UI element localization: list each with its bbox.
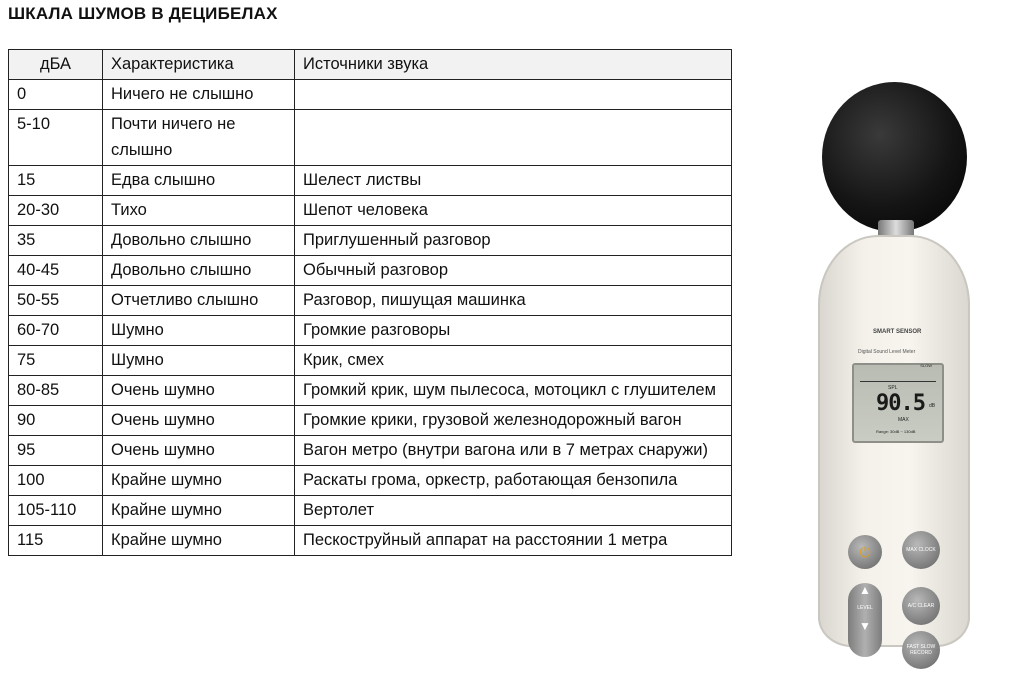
power-icon: ⏻: [859, 544, 871, 560]
cell-source: Приглушенный разговор: [295, 226, 732, 256]
cell-source: Крик, смех: [295, 346, 732, 376]
cell-db: 90: [9, 406, 103, 436]
cell-source: [295, 80, 732, 110]
arrow-up-icon: ▲: [859, 583, 871, 597]
noise-scale-table: [8, 49, 732, 556]
microphone-windscreen: [822, 82, 967, 232]
cell-source: Обычный разговор: [295, 256, 732, 286]
table-row: [9, 466, 732, 496]
cell-source: Громкие крики, грузовой железнодорожный вагон: [295, 406, 732, 436]
table-row: [9, 526, 732, 556]
table-row: [9, 110, 732, 166]
header-db: дБА: [9, 50, 103, 80]
cell-characteristic: Шумно: [103, 316, 295, 346]
table-row: [9, 80, 732, 110]
cell-source: Шепот человека: [295, 196, 732, 226]
cell-characteristic: Отчетливо слышно: [103, 286, 295, 316]
table-row: [9, 346, 732, 376]
cell-characteristic: Крайне шумно: [103, 496, 295, 526]
cell-source: Громкие разговоры: [295, 316, 732, 346]
cell-db: 35: [9, 226, 103, 256]
cell-source: Шелест листвы: [295, 166, 732, 196]
meter-lcd: [852, 363, 944, 443]
cell-characteristic: Ничего не слышно: [103, 80, 295, 110]
table-row: [9, 196, 732, 226]
cell-db: 5-10: [9, 110, 103, 166]
header-sources: Источники звука: [295, 50, 732, 80]
cell-characteristic: Шумно: [103, 346, 295, 376]
sound-level-meter-image: [800, 70, 990, 660]
cell-characteristic: Очень шумно: [103, 376, 295, 406]
lcd-bar-scale: [860, 369, 936, 382]
table-row: [9, 496, 732, 526]
header-characteristic: Характеристика: [103, 50, 295, 80]
cell-db: 75: [9, 346, 103, 376]
cell-source: Вагон метро (внутри вагона или в 7 метрах снаружи): [295, 436, 732, 466]
cell-characteristic: Очень шумно: [103, 406, 295, 436]
table-row: [9, 406, 732, 436]
lcd-spl-label: SPL: [888, 385, 898, 391]
fast-slow-record-button: FAST SLOW RECORD: [902, 631, 940, 669]
table-row: [9, 376, 732, 406]
table-row: [9, 256, 732, 286]
lcd-reading: 90.5: [876, 391, 925, 416]
cell-db: 105-110: [9, 496, 103, 526]
lcd-range: Range: 30dB ~ 130dB: [876, 429, 916, 434]
table-row: [9, 286, 732, 316]
table-row: [9, 436, 732, 466]
cell-characteristic: Почти ничего не слышно: [103, 110, 295, 166]
cell-db: 0: [9, 80, 103, 110]
level-rocker: [848, 583, 882, 657]
table-row: [9, 226, 732, 256]
cell-db: 20-30: [9, 196, 103, 226]
cell-db: 80-85: [9, 376, 103, 406]
table-header-row: [9, 50, 732, 80]
table-row: [9, 316, 732, 346]
cell-characteristic: Довольно слышно: [103, 226, 295, 256]
cell-characteristic: Крайне шумно: [103, 526, 295, 556]
table-row: [9, 166, 732, 196]
lcd-max-label: MAX: [898, 417, 909, 423]
cell-db: 115: [9, 526, 103, 556]
cell-source: [295, 110, 732, 166]
cell-db: 15: [9, 166, 103, 196]
cell-db: 95: [9, 436, 103, 466]
arrow-down-icon: ▼: [859, 619, 871, 633]
cell-db: 100: [9, 466, 103, 496]
cell-characteristic: Тихо: [103, 196, 295, 226]
cell-source: Разговор, пишущая машинка: [295, 286, 732, 316]
level-label: LEVEL: [857, 605, 873, 611]
max-clock-button: MAX CLOCK: [902, 531, 940, 569]
cell-characteristic: Довольно слышно: [103, 256, 295, 286]
lcd-slow-label: SLOW: [920, 363, 932, 368]
cell-db: 40-45: [9, 256, 103, 286]
cell-characteristic: Крайне шумно: [103, 466, 295, 496]
cell-source: Громкий крик, шум пылесоса, мотоцикл с глушителем: [295, 376, 732, 406]
meter-model: Digital Sound Level Meter: [858, 349, 916, 355]
page-title: ШКАЛА ШУМОВ В ДЕЦИБЕЛАХ: [8, 4, 278, 23]
cell-source: Вертолет: [295, 496, 732, 526]
cell-db: 50-55: [9, 286, 103, 316]
lcd-unit: dB: [929, 403, 936, 409]
meter-brand: SMART SENSOR: [873, 329, 922, 335]
power-button: [848, 535, 882, 569]
cell-characteristic: Едва слышно: [103, 166, 295, 196]
cell-source: Раскаты грома, оркестр, работающая бензопила: [295, 466, 732, 496]
meter-body: [818, 235, 970, 656]
cell-characteristic: Очень шумно: [103, 436, 295, 466]
ac-clear-button: A/C CLEAR: [902, 587, 940, 625]
cell-db: 60-70: [9, 316, 103, 346]
cell-source: Пескоструйный аппарат на расстоянии 1 метра: [295, 526, 732, 556]
